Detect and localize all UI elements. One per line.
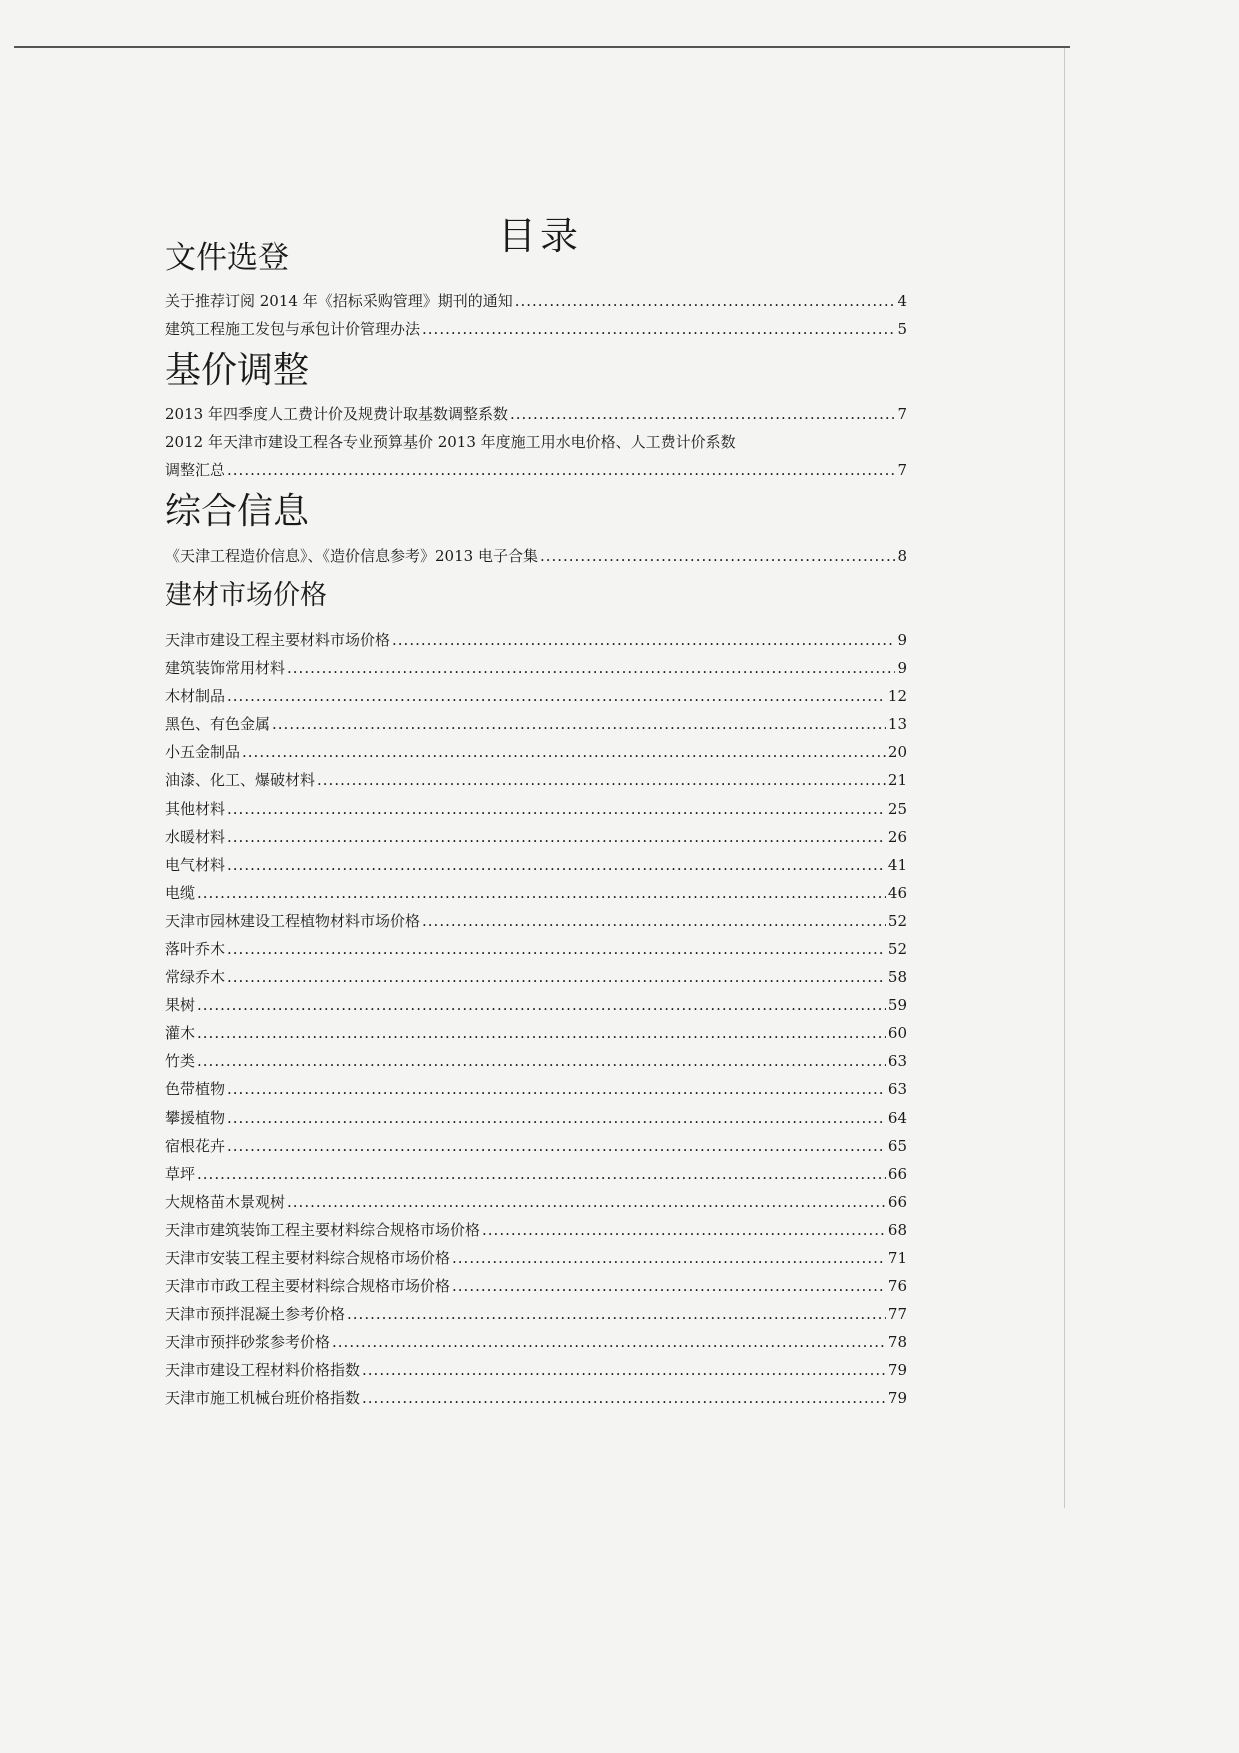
toc xyxy=(165,238,907,1413)
toc-entry[interactable]: 色带植物 ..... 63 xyxy=(165,1075,907,1103)
toc-entry[interactable]: 电缆 ..... 46 xyxy=(165,879,907,907)
toc-entry[interactable]: 宿根花卉 ..... 65 xyxy=(165,1132,907,1160)
toc-entry[interactable]: 天津市市政工程主要材料综合规格市场价格 ..... 76 xyxy=(165,1272,907,1300)
section-heading: 基价调整 xyxy=(165,350,310,392)
toc-entry[interactable]: 黑色、有色金属 ..... 13 xyxy=(165,710,907,738)
toc-entry[interactable]: 水暖材料 ..... 26 xyxy=(165,823,907,851)
page-title: 目录 xyxy=(497,214,582,259)
toc-list xyxy=(165,542,907,570)
toc-entry[interactable]: 其他材料 ..... 25 xyxy=(165,795,907,823)
toc-entry[interactable]: 天津市建设工程主要材料市场价格 ..... 9 xyxy=(165,626,907,654)
toc-entry[interactable]: 建筑装饰常用材料 ..... 9 xyxy=(165,654,907,682)
section-heading: 文件选登 xyxy=(165,240,289,276)
toc-entry[interactable]: 天津市建设工程材料价格指数 ..... 79 xyxy=(165,1356,907,1384)
toc-entry[interactable]: 木材制品 ..... 12 xyxy=(165,682,907,710)
top-rule xyxy=(14,46,1070,48)
toc-entry[interactable]: 小五金制品 ..... 20 xyxy=(165,738,907,766)
toc-entry[interactable]: 建筑工程施工发包与承包计价管理办法 ..... 5 xyxy=(165,315,907,343)
toc-entry[interactable]: 电气材料 ..... 41 xyxy=(165,851,907,879)
toc-entry[interactable]: 关于推荐订阅 2014 年《招标采购管理》期刊的通知 ..... 4 xyxy=(165,287,907,315)
toc-entry[interactable]: 天津市园林建设工程植物材料市场价格 ..... 52 xyxy=(165,907,907,935)
section-heading: 建材市场价格 xyxy=(165,579,327,611)
toc-entry[interactable]: 天津市建筑装饰工程主要材料综合规格市场价格 ..... 68 xyxy=(165,1216,907,1244)
toc-entry-wrapped[interactable]: 2012 年天津市建设工程各专业预算基价 2013 年度施工用水电价格、人工费计价系数 调整汇总 ..... 7 xyxy=(165,428,907,484)
toc-entry[interactable]: 2013 年四季度人工费计价及规费计取基数调整系数 ..... 7 xyxy=(165,400,907,428)
toc-entry[interactable]: 油漆、化工、爆破材料 ..... 21 xyxy=(165,766,907,794)
toc-entry[interactable]: 天津市预拌混凝土参考价格 ..... 77 xyxy=(165,1300,907,1328)
toc-list xyxy=(165,287,907,343)
toc-entry[interactable]: 大规格苗木景观树 ..... 66 xyxy=(165,1188,907,1216)
toc-entry[interactable]: 灌木 ..... 60 xyxy=(165,1019,907,1047)
toc-list xyxy=(165,400,907,484)
toc-entry[interactable]: 《天津工程造价信息》、《造价信息参考》2013 电子合集 ..... 8 xyxy=(165,542,907,570)
toc-entry[interactable]: 天津市施工机械台班价格指数 ..... 79 xyxy=(165,1384,907,1412)
toc-entry[interactable]: 果树 ..... 59 xyxy=(165,991,907,1019)
toc-list xyxy=(165,626,907,1413)
section-heading: 综合信息 xyxy=(165,491,310,533)
toc-entry[interactable]: 天津市预拌砂浆参考价格 ..... 78 xyxy=(165,1328,907,1356)
toc-entry[interactable]: 竹类 ..... 63 xyxy=(165,1047,907,1075)
page-edge xyxy=(1064,48,1065,1508)
toc-entry[interactable]: 落叶乔木 ..... 52 xyxy=(165,935,907,963)
toc-entry[interactable]: 天津市安装工程主要材料综合规格市场价格 ..... 71 xyxy=(165,1244,907,1272)
toc-entry[interactable]: 攀援植物 ..... 64 xyxy=(165,1104,907,1132)
toc-entry[interactable]: 草坪 ..... 66 xyxy=(165,1160,907,1188)
toc-entry[interactable]: 常绿乔木 ..... 58 xyxy=(165,963,907,991)
